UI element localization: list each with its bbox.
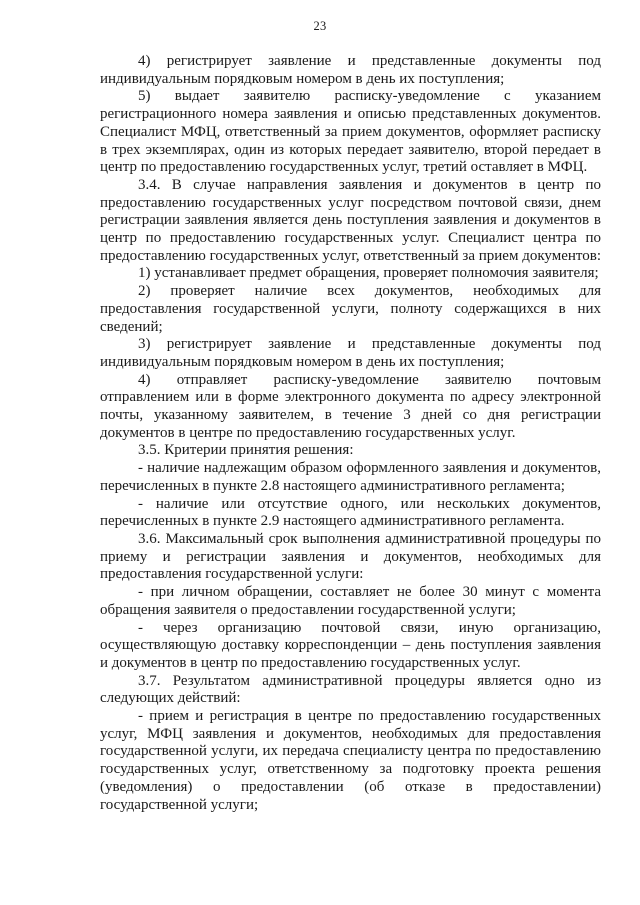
paragraph-item-1-subject: 1) устанавливает предмет обращения, проверяет полномочия заявителя; xyxy=(138,265,599,282)
page-number: 23 xyxy=(313,19,327,33)
paragraph-term-post: - через организацию почтовой связи, иную организацию, осуществляющую доставку корреспонденции – день поступления заявления и документов в центр по предоставлению государственных услуг. xyxy=(100,619,601,671)
paragraph-item-4-send: 4) отправляет расписку-уведомление заявителю почтовым отправлением или в форме электронного документа по адресу электронной почты, указанному заявителем, в течение 3 дней со дня регистрации документов в центре по предоставлению государственных услуг. xyxy=(100,371,601,441)
paragraph-result-1: - прием и регистрация в центре по предоставлению государственных услуг, МФЦ заявления и документов, необходимых для предоставления государственной услуги, их передача специалисту центра по предоставлению государственных услуг, ответственному за подготовку проекта решения (уведомления) о предоставлении (об отказе в предоставлении) государственной услуги; xyxy=(100,708,601,813)
paragraph-3-6: 3.6. Максимальный срок выполнения административной процедуры по приему и регистрации заявления и документов, необходимых для предоставления государственной услуги: xyxy=(100,530,601,583)
paragraph-item-2-check: 2) проверяет наличие всех документов, необходимых для предоставления государственной услуги, полноту содержащихся в них сведений; xyxy=(100,283,601,335)
paragraph-item-4-register: 4) регистрирует заявление и представленные документы под индивидуальным порядковым номером в день их поступления; xyxy=(100,53,601,87)
paragraph-item-5-receipt: 5) выдает заявителю расписку-уведомление с указанием регистрационного номера заявления и описью представленных документов. Специалист МФЦ, ответственный за прием документов, оформляет расписку в трех экземплярах, один из которых передает заявителю, второй передает в центр по предоставлению государственных услуг, третий оставляет в МФЦ. xyxy=(100,88,601,176)
paragraph-3-5: 3.5. Критерии принятия решения: xyxy=(138,442,354,459)
paragraph-term-personal: - при личном обращении, составляет не более 30 минут с момента обращения заявителя о предоставлении государственной услуги; xyxy=(100,584,601,618)
paragraph-3-7: 3.7. Результатом административной процедуры является одно из следующих действий: xyxy=(100,672,601,707)
paragraph-criteria-1: - наличие надлежащим образом оформленного заявления и документов, перечисленных в пункте 2.8 настоящего административного регламента; xyxy=(100,460,601,494)
document-body xyxy=(100,53,601,814)
paragraph-3-4: 3.4. В случае направления заявления и документов в центр по предоставлению государственных услуг посредством почтовой связи, днем регистрации заявления является день поступления заявления и документов в центр по предоставлению государственных услуг. Специалист центра по предоставлению государственных услуг, ответственный за прием документов: xyxy=(100,176,601,264)
paragraph-item-3-register: 3) регистрирует заявление и представленные документы под индивидуальным порядковым номером в день их поступления; xyxy=(100,336,601,370)
paragraph-criteria-2: - наличие или отсутствие одного, или нескольких документов, перечисленных в пункте 2.9 настоящего административного регламента. xyxy=(100,495,601,530)
